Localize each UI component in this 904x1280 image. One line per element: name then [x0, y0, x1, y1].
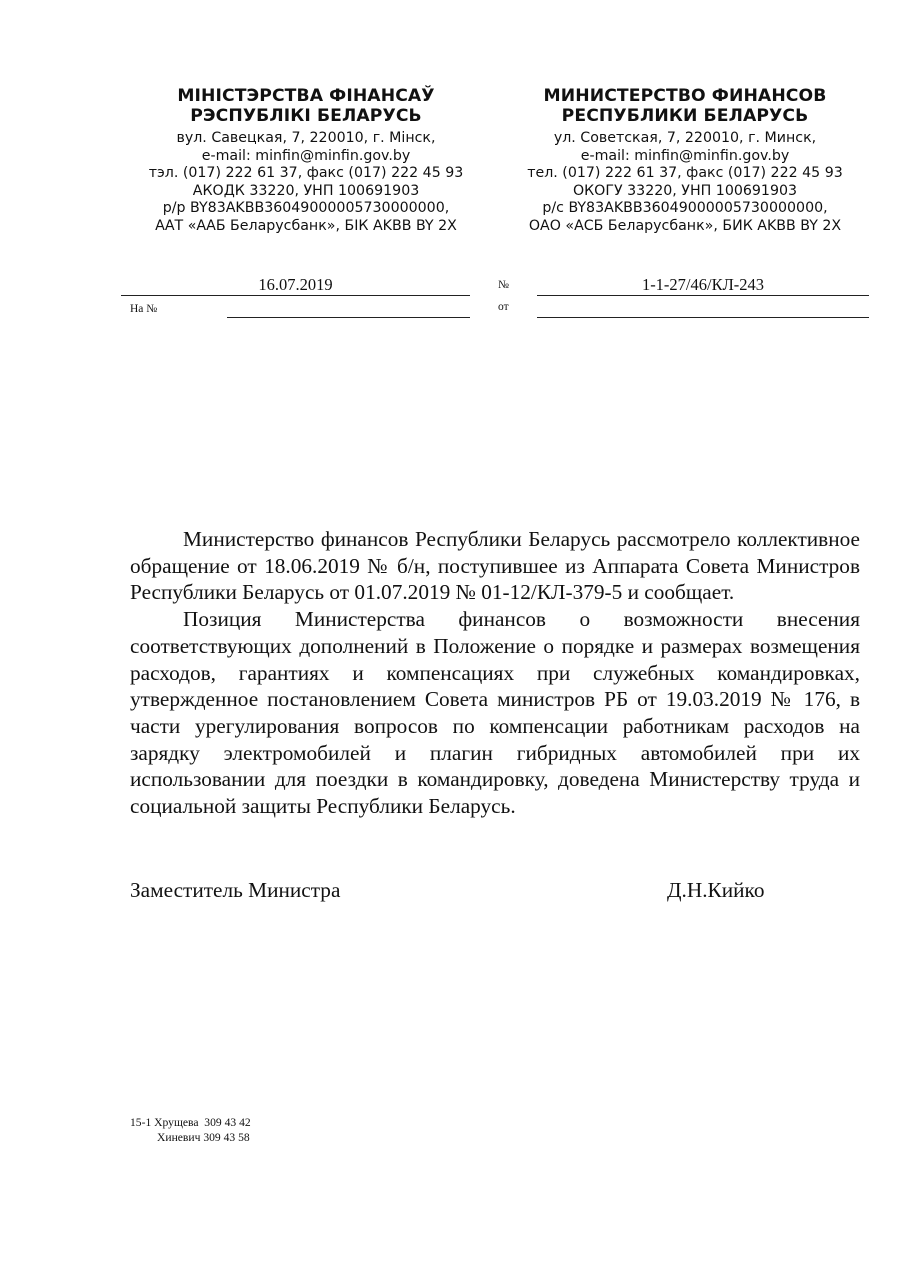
- executor-line: Хиневич 309 43 58: [157, 1131, 250, 1144]
- address: ул. Советская, 7, 220010, г. Минск,: [553, 130, 817, 146]
- phone-fax: тэл. (017) 222 61 37, факс (017) 222 45 93: [148, 165, 464, 182]
- ministry-name-line1: МІНІСТЭРСТВА ФІНАНСАЎ: [177, 86, 435, 106]
- executor-line: 15-1 Хрущева 309 43 42: [130, 1116, 251, 1129]
- reply-to-label: На №: [130, 303, 158, 315]
- ministry-name-line2: РЕСПУБЛИКИ БЕЛАРУСЬ: [561, 106, 809, 126]
- document-number: 1-1-27/46/КЛ-243: [641, 275, 765, 294]
- number-underline: [537, 295, 869, 296]
- bank-details: ОАО «АСБ Беларусбанк», БИК AKBB BY 2X: [528, 217, 842, 234]
- from-underline: [537, 317, 869, 318]
- bank-account: р/р BY83AKBB36049000005730000000,: [162, 200, 450, 217]
- from-label: от: [498, 301, 509, 313]
- reply-to-underline: [227, 317, 470, 318]
- body-paragraph: Позиция Министерства финансов о возможности внесения соответствующих дополнений в Положение о порядке и размерах возмещения расходов, гарантиях и компенсациях при служебных командировках, утвержденное постановлением Совета министров РБ от 19.03.2019 № 176, в части урегулирования вопросов по компенсации работникам расходов на зарядку электромобилей и плагин гибридных автомобилей при их использовании для поездки в командировку, доведена Министерству труда и социальной защиты Республики Беларусь.: [130, 607, 860, 819]
- letterhead-russian: [493, 86, 877, 236]
- registry-codes: АКОДК 33220, УНП 100691903: [192, 182, 420, 199]
- executor-contacts: [130, 1115, 251, 1145]
- email: e-mail: minfin@minfin.gov.by: [201, 147, 411, 164]
- letter-body: [130, 526, 860, 820]
- date-underline: [121, 295, 470, 296]
- signatory-position: Заместитель Министра: [130, 878, 341, 902]
- number-label: №: [498, 279, 509, 291]
- body-paragraph: Министерство финансов Республики Беларусь рассмотрело коллективное обращение от 18.06.2019 № б/н, поступившее из Аппарата Совета Министров Республики Беларусь от 01.07.2019 № 01-12/КЛ-379-5 и сообщает.: [130, 527, 860, 605]
- ministry-name-line2: РЭСПУБЛІКІ БЕЛАРУСЬ: [190, 106, 422, 126]
- email: e-mail: minfin@minfin.gov.by: [580, 147, 790, 164]
- registry-codes: ОКОГУ 33220, УНП 100691903: [572, 182, 798, 199]
- document-date: 16.07.2019: [258, 275, 333, 294]
- bank-account: р/с BY83AKBB36049000005730000000,: [542, 200, 828, 217]
- ministry-name-line1: МИНИСТЕРСТВО ФИНАНСОВ: [543, 86, 827, 106]
- signatory-name: Д.Н.Кийко: [667, 878, 765, 902]
- letterhead-belarusian: [120, 86, 492, 236]
- phone-fax: тел. (017) 222 61 37, факс (017) 222 45 93: [527, 165, 843, 182]
- address: вул. Савецкая, 7, 220010, г. Мінск,: [176, 130, 436, 146]
- bank-details: ААТ «ААБ Беларусбанк», БІК AKBB BY 2X: [155, 217, 457, 234]
